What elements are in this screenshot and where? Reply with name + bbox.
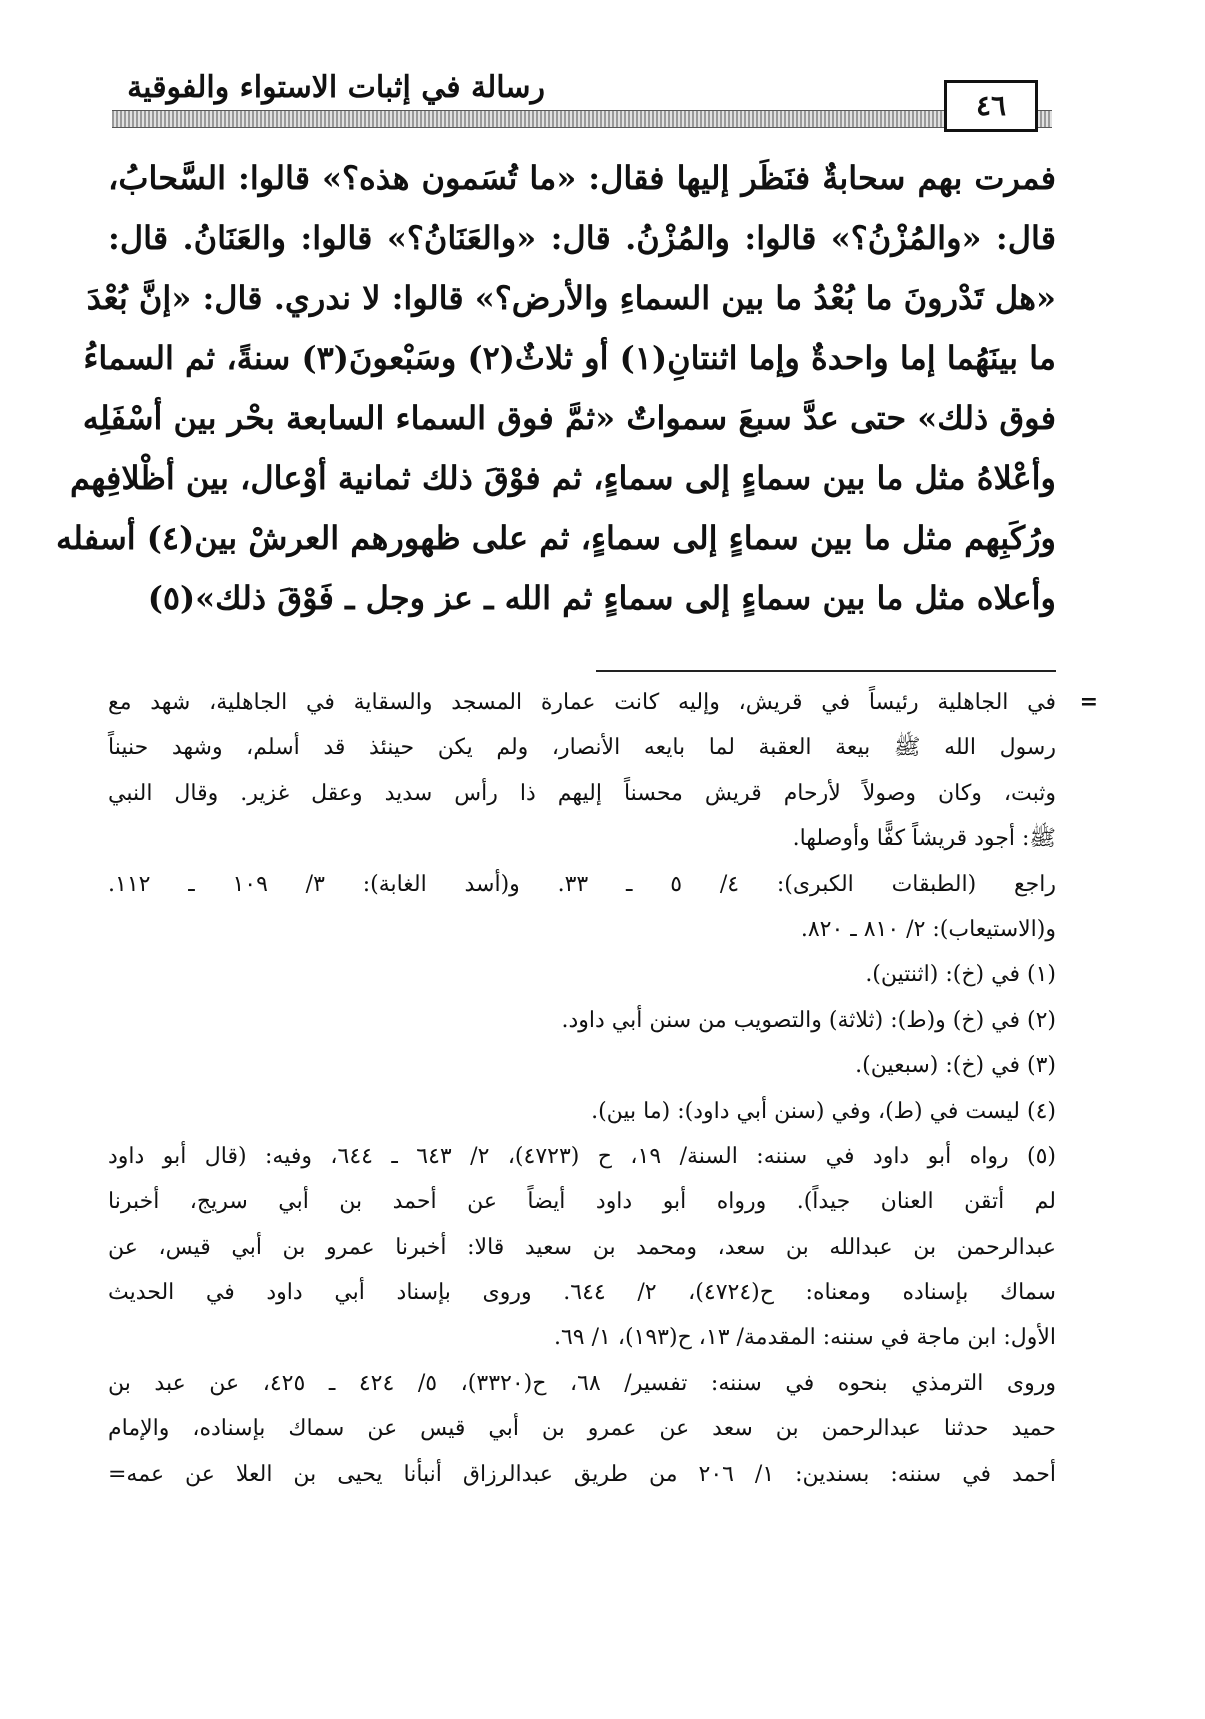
footnote-note-5-line: الأول: ابن ماجة في سننه: المقدمة/ ١٣، ح(١٩٣)، ١/ ٦٩. xyxy=(553,1325,1056,1351)
main-text xyxy=(56,148,1057,628)
main-line: «هل تَدْرونَ ما بُعْدُ ما بين السماءِ والأرض؟» قالوا: لا ندري. قال: «إنَّ بُعْدَ xyxy=(86,279,1056,317)
main-line: قال: «والمُزْنُ؟» قالوا: والمُزْنُ. قال: «والعَنَانُ؟» قالوا: والعَنَانُ. قال: xyxy=(108,219,1056,257)
main-line: فمرت بهم سحابةٌ فنَظَر إليها فقال: «ما تُسَمون هذه؟» قالوا: السَّحابُ، xyxy=(108,159,1057,197)
footnote-final-line: أحمد في سننه: بسندين: ١/ ٢٠٦ من طريق عبدالرزاق أنبأنا يحيى بن العلا عن عمه= xyxy=(108,1461,1057,1487)
footnote-continuation-line: ﷺ: أجود قريشاً كفًّا وأوصلها. xyxy=(792,826,1056,852)
footnotes xyxy=(108,680,1098,1497)
header-rule xyxy=(112,110,1052,128)
footnote-note-5-line: عبدالرحمن بن عبدالله بن سعد، ومحمد بن سعيد قالا: أخبرنا عمرو بن أبي قيس، عن xyxy=(108,1234,1056,1260)
footnote-note-5-line: (٥) رواه أبو داود في سننه: السنة/ ١٩، ح (٤٧٢٣)، ٢/ ٦٤٣ ـ ٦٤٤، وفيه: (قال أبو داود xyxy=(108,1143,1056,1169)
footnote-continuation-line: رسول الله ﷺ بيعة العقبة لما بايعه الأنصار، ولم يكن حينئذ قد أسلم، وشهد حنيناً xyxy=(108,735,1056,761)
footnote-note: (١) في (خ): (اثنتين). xyxy=(865,962,1056,988)
main-line: ما بينَهُما إما واحدةٌ وإما اثنتانِ(١) أو ثلاثٌ(٢) وسَبْعونَ(٣) سنةً، ثم السماءُ xyxy=(83,339,1056,377)
main-line: ورُكَبِهم مثل ما بين سماءٍ إلى سماءٍ، ثم على ظهورهم العرشْ بين(٤) أسفله xyxy=(56,519,1056,557)
footnote-reference-line: راجع (الطبقات الكبرى): ٤/ ٥ ـ ٣٣. و(أسد الغابة): ٣/ ١٠٩ ـ ١١٢. xyxy=(108,871,1057,897)
footnote-final-line: حميد حدثنا عبدالرحمن بن سعد عن عمرو بن أبي قيس عن سماك بإسناده، والإمام xyxy=(108,1416,1056,1442)
continuation-mark: = xyxy=(1079,689,1098,715)
footnote-note-5-line: لم أتقن العنان جيداً). ورواه أبو داود أيضاً عن أحمد بن أبي سريج، أخبرنا xyxy=(108,1189,1056,1215)
footnote-final-line: وروى الترمذي بنحوه في سننه: تفسير/ ٦٨، ح(٣٣٢٠)، ٥/ ٤٢٤ ـ ٤٢٥، عن عبد بن xyxy=(108,1370,1057,1396)
footnote-note: (٢) في (خ) و(ط): (ثلاثة) والتصويب من سنن أبي داود. xyxy=(561,1007,1056,1033)
footnote-separator xyxy=(596,670,1056,672)
footnote-reference-line: و(الاستيعاب): ٢/ ٨١٠ ـ ٨٢٠. xyxy=(800,916,1056,942)
footnote-note: (٤) ليست في (ط)، وفي (سنن أبي داود): (ما بين). xyxy=(591,1098,1056,1124)
footnote-continuation-line xyxy=(108,680,1098,725)
running-header-title: رسالة في إثبات الاستواء والفوقية xyxy=(127,70,545,105)
footnote-note-5-line: سماك بإسناده ومعناه: ح(٤٧٢٤)، ٢/ ٦٤٤. وروى بإسناد أبي داود في الحديث xyxy=(108,1280,1056,1306)
main-line: فوق ذلك» حتى عدَّ سبعَ سمواتٌ «ثمَّ فوق السماء السابعة بحْر بين أسْفَلِه xyxy=(82,399,1056,437)
footnote-note: (٣) في (خ): (سبعين). xyxy=(855,1053,1056,1079)
footnote-text: في الجاهلية رئيساً في قريش، وإليه كانت عمارة المسجد والسقاية في الجاهلية، شهد مع xyxy=(108,690,1056,715)
main-line: وأعْلاهُ مثل ما بين سماءٍ إلى سماءٍ، ثم فوْقَ ذلك ثمانية أوْعال، بين أظْلافِهم xyxy=(69,459,1056,497)
page-number: ٤٦ xyxy=(944,80,1038,132)
footnote-continuation-line: وثبت، وكان وصولاً لأرحام قريش محسناً إليهم ذا رأس سديد وعقل غزير. وقال النبي xyxy=(108,780,1056,806)
main-line: وأعلاه مثل ما بين سماءٍ إلى سماءٍ ثم الله ـ عز وجل ـ فَوْقَ ذلك»(٥) xyxy=(147,579,1056,617)
